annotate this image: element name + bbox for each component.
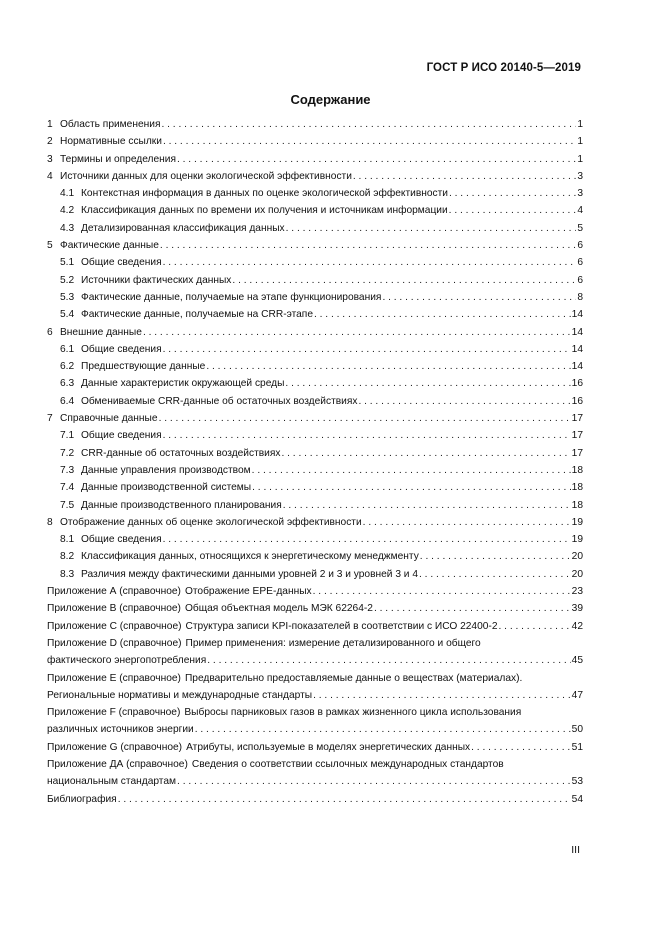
toc-entry[interactable]	[47, 548, 583, 565]
leader-dots	[163, 341, 571, 358]
toc-entry-text: Общие сведения	[81, 430, 162, 442]
appendix-label: Приложение А (справочное)	[47, 586, 181, 598]
appendix-title-line: Сведения о соответствии ссылочных международных стандартов	[191, 758, 504, 770]
leader-dots	[163, 133, 576, 150]
toc-entry[interactable]	[47, 220, 583, 237]
leader-dots	[163, 531, 571, 548]
toc-entry-page: 14	[571, 326, 583, 338]
toc-entry[interactable]	[47, 133, 583, 150]
toc-entry-number: 2	[47, 136, 53, 148]
toc-entry-number: 8	[47, 516, 53, 528]
toc-entry-page: 6	[577, 274, 583, 286]
toc-entry-number: 8.3	[60, 568, 75, 580]
toc-appendix[interactable]	[47, 704, 583, 739]
leader-dots	[207, 652, 570, 669]
toc-entry[interactable]	[47, 479, 583, 496]
toc-entry[interactable]	[47, 151, 583, 168]
toc-entry-page: 3	[577, 188, 583, 200]
toc-entry-text: Предшествующие данные	[81, 361, 206, 373]
toc-entry[interactable]	[47, 289, 583, 306]
leader-dots	[358, 393, 570, 410]
toc-entry[interactable]	[47, 341, 583, 358]
toc-entry[interactable]	[47, 410, 583, 427]
leader-dots	[449, 185, 576, 202]
toc-entry-number: 7.3	[60, 464, 75, 476]
toc-entry-text: Данные производственной системы	[81, 482, 252, 494]
leader-dots	[143, 324, 571, 341]
toc-entry-number: 4.1	[60, 188, 75, 200]
appendix-label: Приложение В (справочное)	[47, 603, 181, 615]
toc-entry-number: 4.3	[60, 222, 75, 234]
appendix-title-line: различных источников энергии	[47, 724, 194, 736]
toc-entry-text: Термины и определения	[60, 153, 176, 165]
toc-entry-text: Классификация данных, относящихся к энергетическому менеджменту	[81, 551, 419, 563]
document-standard-header: ГОСТ Р ИСО 20140-5—2019	[426, 62, 581, 74]
toc-entry-text: Обмениваемые CRR-данные об остаточных воздействиях	[81, 395, 358, 407]
appendix-title-line: Региональные нормативы и международные стандарты	[47, 689, 313, 701]
toc-entry-page: 47	[571, 689, 583, 701]
toc-entry-number: 5.4	[60, 309, 75, 321]
toc-appendix[interactable]	[47, 583, 583, 600]
toc-entry-text: Классификация данных по времени их получения и источникам информации	[81, 205, 448, 217]
toc-entry-page: 23	[571, 586, 583, 598]
leader-dots	[374, 600, 571, 617]
toc-entry[interactable]	[47, 358, 583, 375]
toc-entry-text: Справочные данные	[60, 413, 158, 425]
toc-entry-text: Фактические данные	[60, 240, 159, 252]
toc-entry[interactable]	[47, 237, 583, 254]
toc-entry-page: 14	[571, 343, 583, 355]
appendix-label: Приложение G (справочное)	[47, 741, 183, 753]
leader-dots	[419, 566, 571, 583]
leader-dots	[281, 445, 570, 462]
toc-entry-number: 4	[47, 170, 53, 182]
toc-entry[interactable]	[47, 116, 583, 133]
toc-entry-number: 5.3	[60, 291, 75, 303]
appendix-title-line: Структура записи KPI-показателей в соответствии с ИСО 22400-2	[185, 620, 498, 632]
leader-dots	[177, 151, 576, 168]
toc-entry-number: 6	[47, 326, 53, 338]
toc-entry-number: 7	[47, 413, 53, 425]
toc-entry-page: 4	[577, 205, 583, 217]
toc-appendix[interactable]	[47, 756, 583, 791]
appendix-label: Приложение D (справочное)	[47, 637, 182, 649]
toc-entry-page: 42	[571, 620, 583, 632]
toc-entry-page: 5	[577, 222, 583, 234]
leader-dots	[363, 514, 571, 531]
leader-dots	[177, 773, 571, 790]
leader-dots	[163, 427, 571, 444]
appendix-title-line: Атрибуты, используемые в моделях энергетических данных	[186, 741, 471, 753]
toc-entry-page: 50	[571, 724, 583, 736]
toc-entry-text: Детализированная классификация данных	[81, 222, 285, 234]
toc-entry-page: 6	[577, 257, 583, 269]
toc-entry[interactable]	[47, 306, 583, 323]
toc-entry-text: Область применения	[60, 119, 161, 130]
leader-dots	[449, 202, 577, 219]
toc-entry[interactable]	[47, 497, 583, 514]
toc-entry-text: Общие сведения	[81, 534, 162, 546]
table-of-contents	[47, 116, 583, 808]
toc-entry-number: 5.2	[60, 274, 75, 286]
toc-entry-page: 20	[571, 568, 583, 580]
toc-entry[interactable]	[47, 185, 583, 202]
toc-entry-page: 18	[571, 464, 583, 476]
toc-entry-text: CRR-данные об остаточных воздействиях	[81, 447, 281, 459]
toc-appendix[interactable]	[47, 618, 583, 635]
appendix-label: Приложение Е (справочное)	[47, 672, 181, 684]
toc-entry-page: 45	[571, 655, 583, 667]
toc-entry-text: Отображение данных об оценке экологической эффективности	[60, 516, 362, 528]
toc-entry-number: 7.5	[60, 499, 75, 511]
toc-entry-number: 5	[47, 240, 53, 252]
toc-entry-number: 3	[47, 153, 53, 165]
leader-dots	[499, 618, 571, 635]
toc-entry[interactable]	[47, 168, 583, 185]
toc-entry[interactable]	[47, 324, 583, 341]
toc-entry-text: Источники данных для оценки экологической эффективности	[60, 170, 352, 182]
appendix-title-line: национальным стандартам	[47, 776, 177, 788]
toc-entry-number: 4.2	[60, 205, 75, 217]
toc-entry-text: Внешние данные	[60, 326, 142, 338]
toc-entry-text: Различия между фактическими данными уровней 2 и 3 и уровней 3 и 4	[81, 568, 418, 580]
toc-entry-page: 1	[577, 119, 583, 130]
toc-entry-page: 54	[571, 793, 583, 805]
toc-entry[interactable]	[47, 531, 583, 548]
toc-entry[interactable]	[47, 566, 583, 583]
toc-entry-page: 18	[571, 482, 583, 494]
appendix-title-line: фактического энергопотребления	[47, 655, 207, 667]
toc-entry-number: 8.2	[60, 551, 75, 563]
page-number: III	[571, 844, 580, 856]
toc-entry-page: 14	[571, 309, 583, 321]
leader-dots	[283, 497, 571, 514]
toc-entry-page: 20	[571, 551, 583, 563]
toc-entry-page: 19	[571, 516, 583, 528]
leader-dots	[206, 358, 570, 375]
appendix-title-line: Выбросы парниковых газов в рамках жизненного цикла использования	[184, 707, 522, 719]
leader-dots	[313, 687, 571, 704]
toc-entry-number: 6.2	[60, 361, 75, 373]
toc-appendices	[47, 583, 583, 791]
leader-dots	[159, 410, 571, 427]
appendix-title-line: Отображение EPE-данных	[184, 586, 312, 598]
toc-appendix[interactable]	[47, 635, 583, 670]
appendix-label: Приложение С (справочное)	[47, 620, 182, 632]
appendix-title-line: Пример применения: измерение детализированного и общего	[185, 637, 481, 649]
leader-dots	[252, 462, 571, 479]
toc-entry-text: Нормативные ссылки	[60, 136, 162, 148]
toc-entry[interactable]	[47, 427, 583, 444]
toc-entry-page: 16	[571, 395, 583, 407]
toc-entry-number: 7.2	[60, 447, 75, 459]
toc-entry-text: Общие сведения	[81, 343, 162, 355]
toc-entry[interactable]	[47, 202, 583, 219]
toc-entry[interactable]	[47, 462, 583, 479]
leader-dots	[285, 375, 570, 392]
toc-entry-number: 7.1	[60, 430, 75, 442]
appendix-label: Приложение F (справочное)	[47, 707, 181, 719]
toc-entry-text: Библиография	[47, 793, 117, 805]
leader-dots	[313, 583, 571, 600]
leader-dots	[382, 289, 576, 306]
toc-appendix[interactable]	[47, 670, 583, 705]
toc-entry-page: 16	[571, 378, 583, 390]
toc-entry-page: 39	[571, 603, 583, 615]
leader-dots	[471, 739, 571, 756]
toc-entry-page: 53	[571, 776, 583, 788]
toc-entry-page: 3	[577, 170, 583, 182]
toc-entry-page: 19	[571, 534, 583, 546]
toc-entry-text: Контекстная информация в данных по оценке экологической эффективности	[81, 188, 448, 200]
toc-entry-page: 51	[571, 741, 583, 753]
toc-title: Содержание	[290, 92, 371, 107]
toc-entry-page: 17	[571, 430, 583, 442]
toc-entry[interactable]	[47, 393, 583, 410]
leader-dots	[232, 272, 576, 289]
toc-entry-page: 18	[571, 499, 583, 511]
toc-entry[interactable]	[47, 272, 583, 289]
leader-dots	[353, 168, 576, 185]
leader-dots	[195, 721, 571, 738]
toc-entry-page: 8	[577, 291, 583, 303]
leader-dots	[314, 306, 571, 323]
toc-entry-bibliography[interactable]	[47, 791, 583, 808]
toc-appendix[interactable]	[47, 739, 583, 756]
toc-entry-text: Данные характеристик окружающей среды	[81, 378, 285, 390]
toc-entry[interactable]	[47, 514, 583, 531]
toc-entry-number: 7.4	[60, 482, 75, 494]
toc-entry-number: 5.1	[60, 257, 75, 269]
toc-entry-number: 6.1	[60, 343, 75, 355]
leader-dots	[252, 479, 571, 496]
toc-entry-number: 6.4	[60, 395, 75, 407]
leader-dots	[160, 237, 576, 254]
leader-dots	[286, 220, 577, 237]
toc-entry-page: 1	[577, 153, 583, 165]
appendix-label: Приложение ДА (справочное)	[47, 758, 188, 770]
leader-dots	[118, 791, 571, 808]
leader-dots	[161, 116, 576, 133]
toc-entry[interactable]	[47, 445, 583, 462]
toc-entry-text: Фактические данные, получаемые на CRR-этапе	[81, 309, 313, 321]
toc-entry-text: Фактические данные, получаемые на этапе функционирования	[81, 291, 382, 303]
toc-entry-number: 6.3	[60, 378, 75, 390]
toc-appendix[interactable]	[47, 600, 583, 617]
toc-entry-page: 6	[577, 240, 583, 252]
toc-entry-page: 1	[577, 136, 583, 148]
toc-entry-number: 1	[47, 119, 53, 130]
toc-entry[interactable]	[47, 254, 583, 271]
toc-entry-text: Общие сведения	[81, 257, 162, 269]
toc-entry-text: Данные производственного планирования	[81, 499, 282, 511]
appendix-title-line: Предварительно предоставляемые данные о веществах (материалах).	[184, 672, 523, 684]
toc-entry-text: Источники фактических данных	[81, 274, 232, 286]
toc-entry-text: Данные управления производством	[81, 464, 251, 476]
toc-entry[interactable]	[47, 375, 583, 392]
toc-entry-page: 17	[571, 447, 583, 459]
toc-entries	[47, 116, 583, 583]
toc-entry-page: 14	[571, 361, 583, 373]
toc-entry-number: 8.1	[60, 534, 75, 546]
leader-dots	[163, 254, 577, 271]
leader-dots	[420, 548, 571, 565]
toc-entry-page: 17	[571, 413, 583, 425]
appendix-title-line: Общая объектная модель МЭК 62264-2	[184, 603, 373, 615]
